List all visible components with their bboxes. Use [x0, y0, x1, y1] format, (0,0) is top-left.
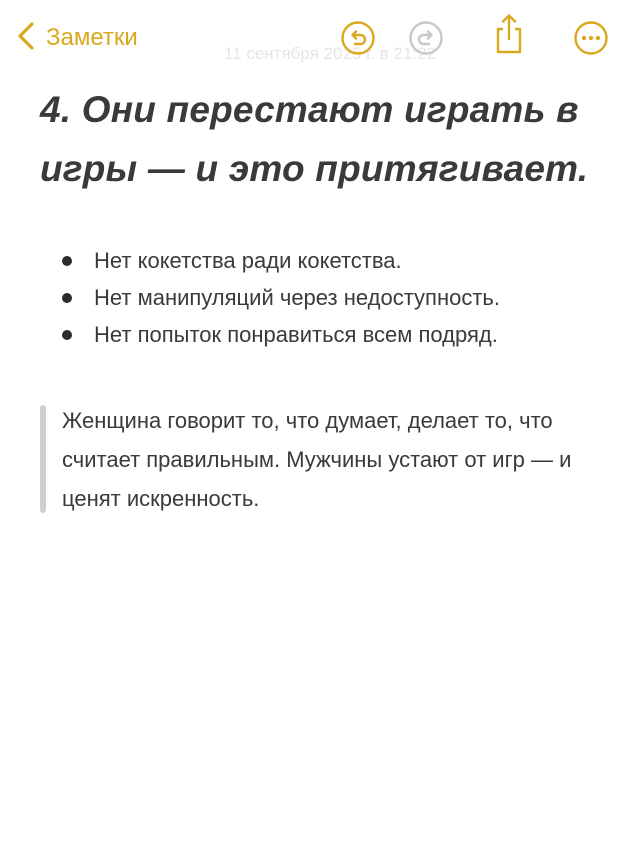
note-body[interactable]: [40, 80, 610, 518]
note-date: 11 сентября 2025 г. в 21:22: [223, 44, 437, 63]
bullet-icon: [62, 293, 72, 303]
redo-button[interactable]: [406, 18, 446, 58]
chevron-left-icon: [14, 21, 38, 56]
bullet-item: [40, 279, 610, 316]
undo-icon: [340, 20, 376, 56]
more-icon: [573, 20, 609, 56]
more-button[interactable]: [571, 18, 611, 58]
redo-icon: [408, 20, 444, 56]
bullet-text: Нет попыток понравиться всем подряд.: [94, 322, 498, 347]
bullet-list: [40, 242, 610, 353]
back-button[interactable]: [14, 18, 138, 58]
bullet-item: [40, 242, 610, 279]
quote-text: Женщина говорит то, что думает, делает то, что считает правильным. Мужчины устают от игр — и ценят искренность.: [62, 408, 572, 511]
bullet-item: [40, 316, 610, 353]
bullet-icon: [62, 256, 72, 266]
undo-button[interactable]: [338, 18, 378, 58]
share-button[interactable]: [489, 14, 529, 54]
navigation-bar: [0, 0, 640, 80]
quote-bar: [40, 405, 46, 513]
bullet-text: Нет кокетства ради кокетства.: [94, 248, 402, 273]
note-title: 4. Они перестают играть в игры — и это притягивает.: [40, 89, 589, 189]
bullet-icon: [62, 330, 72, 340]
share-icon: [492, 12, 526, 56]
bullet-text: Нет манипуляций через недоступность.: [94, 285, 500, 310]
block-quote: [40, 401, 610, 518]
back-label: Заметки: [46, 24, 138, 51]
